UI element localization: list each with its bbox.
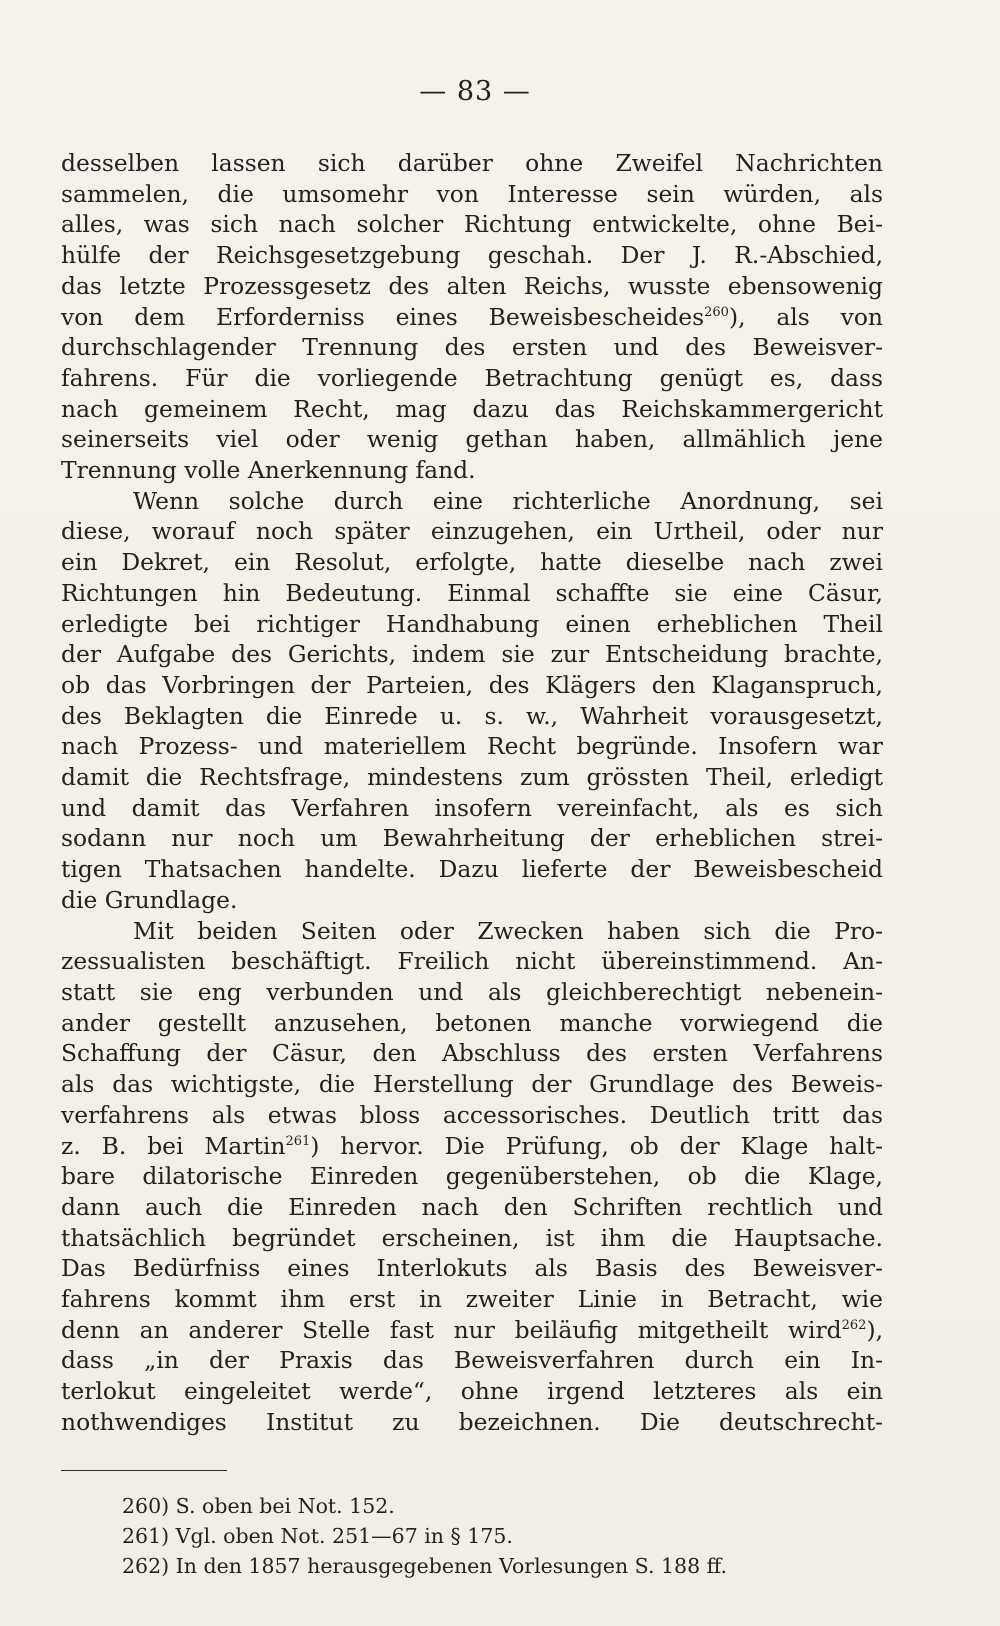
text-line: diese, worauf noch später einzugehen, ein Urtheil, oder nur	[61, 517, 883, 546]
text-line: dass „in der Praxis das Beweisverfahren durch ein In-	[61, 1346, 883, 1375]
text-line: und damit das Verfahren insofern vereinfacht, als es sich	[61, 793, 883, 822]
text-line: als das wichtigste, die Herstellung der Grundlage des Beweis-	[61, 1070, 883, 1099]
text-line: Trennung volle Anerkennung fand.	[61, 456, 476, 485]
text-line: alles, was sich nach solcher Richtung entwickelte, ohne Bei-	[61, 210, 883, 239]
text-line: hülfe der Reichsgesetzgebung geschah. Der J. R.-Abschied,	[61, 241, 883, 270]
text-line: der Aufgabe des Gerichts, indem sie zur Entscheidung brachte,	[61, 640, 883, 669]
footnote-260: 260) S. oben bei Not. 152.	[122, 1494, 395, 1518]
text-line: desselben lassen sich darüber ohne Zweifel Nachrichten	[61, 149, 883, 177]
body-text	[61, 148, 883, 1438]
text-line: Schaffung der Cäsur, den Abschluss des ersten Verfahrens	[61, 1039, 883, 1068]
text-line-with-footnote	[61, 1131, 883, 1162]
footnote-ref-262: 262	[841, 1317, 867, 1333]
text-segment: ), als von	[728, 302, 883, 331]
text-line: terlokut eingeleitet werde“, ohne irgend letzteres als ein	[61, 1377, 883, 1406]
paragraph-start-line: Mit beiden Seiten oder Zwecken haben sich die Pro-	[133, 916, 883, 945]
text-line: ob das Vorbringen der Parteien, des Klägers den Klaganspruch,	[61, 670, 883, 699]
footnote-262: 262) In den 1857 herausgegebenen Vorlesungen S. 188 ff.	[122, 1554, 728, 1578]
text-line: nach gemeinem Recht, mag dazu das Reichskammergericht	[61, 394, 883, 423]
text-line: damit die Rechtsfrage, mindestens zum grössten Theil, erledigt	[61, 763, 883, 792]
text-line: ein Dekret, ein Resolut, erfolgte, hatte dieselbe nach zwei	[61, 548, 883, 577]
text-line-with-footnote	[61, 1315, 883, 1346]
text-line: verfahrens als etwas bloss accessorisches. Deutlich tritt das	[61, 1100, 883, 1129]
footnote-divider	[61, 1470, 227, 1471]
text-line: die Grundlage.	[61, 885, 238, 914]
text-line: thatsächlich begründet erscheinen, ist ihm die Hauptsache.	[61, 1223, 883, 1252]
text-line: statt sie eng verbunden und als gleichberechtigt nebenein-	[61, 977, 883, 1006]
text-segment: ),	[866, 1315, 883, 1344]
text-line: des Beklagten die Einrede u. s. w., Wahrheit vorausgesetzt,	[61, 701, 883, 730]
text-line: fahrens. Für die vorliegende Betrachtung genügt es, dass	[61, 363, 883, 392]
text-line: sammelen, die umsomehr von Interesse sein würden, als	[61, 179, 883, 208]
text-line: tigen Thatsachen handelte. Dazu lieferte der Beweisbescheid	[61, 855, 883, 884]
text-line: das letzte Prozessgesetz des alten Reichs, wusste ebensowenig	[61, 271, 883, 300]
text-segment: z. B. bei Martin	[61, 1131, 286, 1160]
footnote-ref-260: 260	[704, 304, 729, 320]
text-line: sodann nur noch um Bewahrheitung der erheblichen strei-	[61, 824, 883, 853]
text-line: zessualisten beschäftigt. Freilich nicht übereinstimmend. An-	[61, 947, 883, 976]
text-line: Das Bedürfniss eines Interlokuts als Basis des Beweisver-	[61, 1254, 883, 1283]
text-line: seinerseits viel oder wenig gethan haben, allmählich jene	[61, 425, 883, 454]
paragraph-start-line: Wenn solche durch eine richterliche Anordnung, sei	[133, 486, 883, 515]
text-line: Richtungen hin Bedeutung. Einmal schaffte sie eine Cäsur,	[61, 578, 883, 607]
text-line: bare dilatorische Einreden gegenüberstehen, ob die Klage,	[61, 1162, 883, 1191]
text-line: ander gestellt anzusehen, betonen manche vorwiegend die	[61, 1008, 883, 1037]
text-line: durchschlagender Trennung des ersten und des Beweisver-	[61, 333, 883, 362]
text-segment: von dem Erforderniss eines Beweisbescheides	[61, 302, 705, 331]
text-line: nach Prozess- und materiellem Recht begründe. Insofern war	[61, 732, 883, 761]
footnote-ref-261: 261	[285, 1133, 311, 1149]
text-line-with-footnote	[61, 302, 883, 333]
footnote-261: 261) Vgl. oben Not. 251—67 in § 175.	[122, 1524, 513, 1548]
page-number: — 83 —	[419, 76, 531, 107]
text-line: dann auch die Einreden nach den Schriften rechtlich und	[61, 1192, 883, 1221]
text-line: erledigte bei richtiger Handhabung einen erheblichen Theil	[61, 609, 883, 638]
text-line: nothwendiges Institut zu bezeichnen. Die deutschrecht-	[61, 1407, 883, 1436]
text-segment: denn an anderer Stelle fast nur beiläufig mitgetheilt wird	[61, 1315, 842, 1344]
text-segment: ) hervor. Die Prüfung, ob der Klage halt-	[310, 1131, 883, 1160]
text-line: fahrens kommt ihm erst in zweiter Linie in Betracht, wie	[61, 1285, 883, 1314]
footnotes	[122, 1491, 882, 1581]
